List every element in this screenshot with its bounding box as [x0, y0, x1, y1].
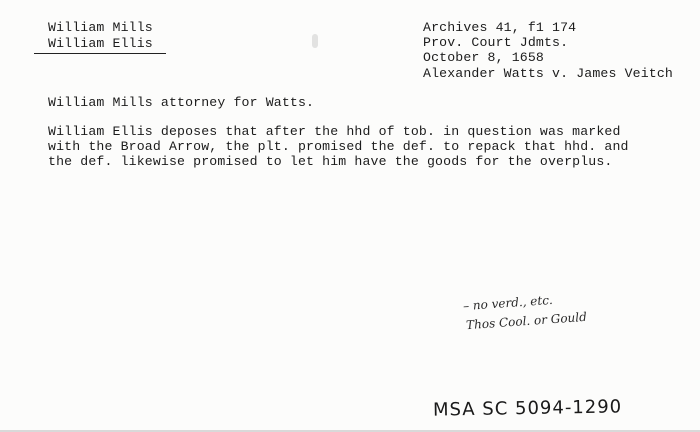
- deponent-name-2: William Ellis: [48, 36, 153, 51]
- deponent-name-1: William Mills: [48, 20, 153, 35]
- archive-reference: Archives 41, f1 174: [423, 20, 577, 35]
- paper-smudge: [312, 34, 318, 48]
- case-title: Alexander Watts v. James Veitch: [423, 66, 673, 81]
- call-number: MSA SC 5094-1290: [432, 396, 623, 421]
- deposition-line: with the Broad Arrow, the plt. promised the def. to repack that hhd. and: [48, 139, 629, 154]
- case-date: October 8, 1658: [423, 50, 544, 65]
- handwritten-note-1: – no verd., etc.: [462, 292, 554, 314]
- court-series: Prov. Court Jdmts.: [423, 35, 569, 50]
- handwritten-note-2: Thos Cool. or Gould: [465, 309, 588, 333]
- attorney-line: William Mills attorney for Watts.: [48, 95, 315, 110]
- name-underline: [34, 53, 166, 54]
- deposition-line: the def. likewise promised to let him have the goods for the overplus.: [48, 154, 613, 169]
- deposition-line: William Ellis deposes that after the hhd of tob. in question was marked: [48, 124, 621, 139]
